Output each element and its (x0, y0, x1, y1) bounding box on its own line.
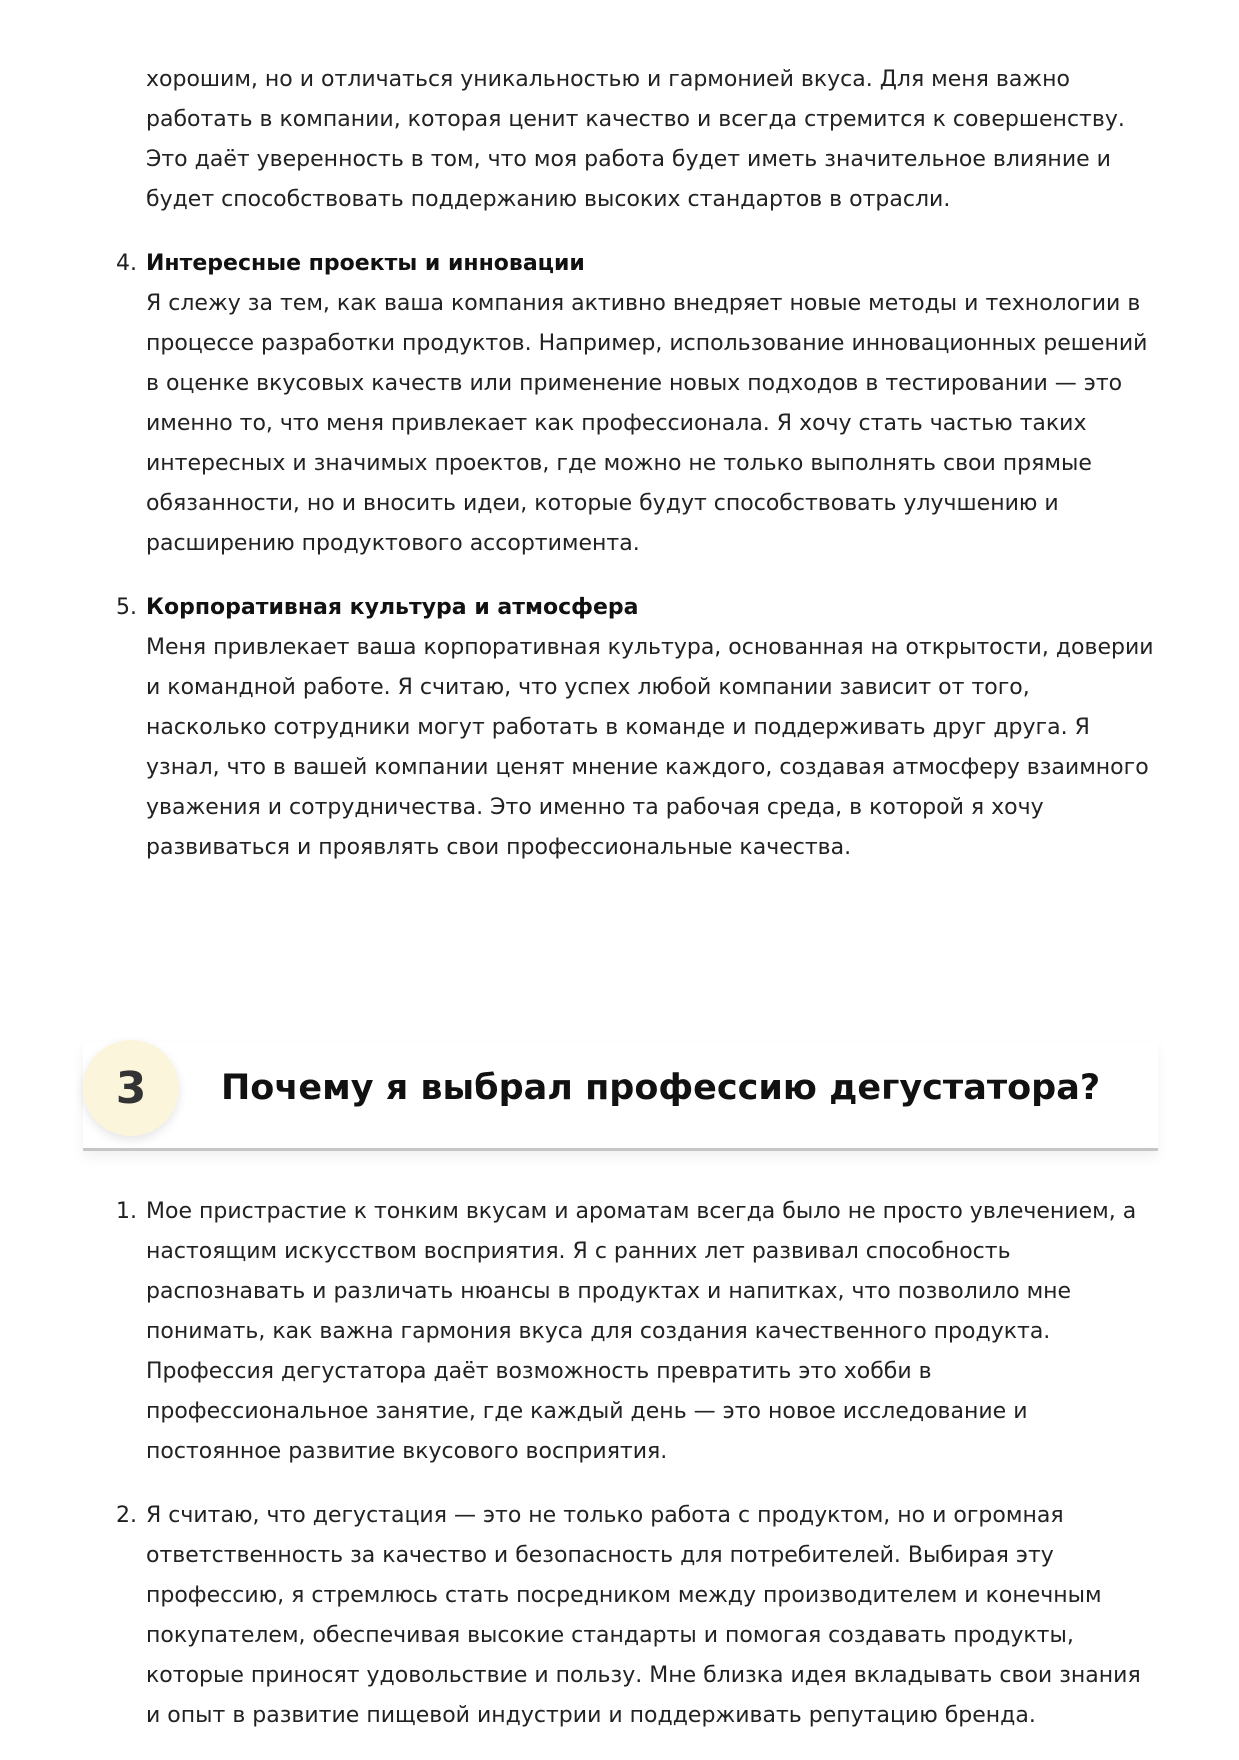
list-item-text: Я считаю, что дегустация — это не только работа с продуктом, но и огромная ответственность за качество и безопасность для потребителей. Выбирая эту профессию, я стремлюсь стать посредником между производителем и конечным покупателем, обеспечивая высокие стандарты и помогая создавать продукты, которые приносят удовольствие и пользу. Мне близка идея вкладывать свои знания и опыт в развитие пищевой индустрии и поддерживать репутацию бренда. (146, 1503, 1141, 1728)
list-item-number: 1. (116, 1199, 137, 1224)
reasons-list (0, 60, 1239, 892)
section-number-badge: 3 (83, 1040, 179, 1136)
list-item-responsibility (0, 1496, 1239, 1736)
list-item-projects (0, 244, 1239, 564)
list-item-number: 5. (116, 595, 137, 620)
list-item-title: Интересные проекты и инновации (146, 251, 585, 276)
continuation-text: хорошим, но и отличаться уникальностью и гармонией вкуса. Для меня важно работать в компании, которая ценит качество и всегда стремится к совершенству. Это даёт уверенность в том, что моя работа будет иметь значительное влияние и будет способствовать поддержанию высоких стандартов в отрасли. (146, 67, 1125, 212)
section-header (83, 1040, 1158, 1148)
profession-reasons-list (0, 1192, 1239, 1760)
list-item-text: Я слежу за тем, как ваша компания активно внедряет новые методы и технологии в процессе разработки продуктов. Например, использование инновационных решений в оценке вкусовых качеств или применение новых подходов в тестировании — это именно то, что меня привлекает как профессионала. Я хочу стать частью таких интересных и значимых проектов, где можно не только выполнять свои прямые обязанности, но и вносить идеи, которые будут способствовать улучшению и расширению продуктового ассортимента. (146, 291, 1148, 556)
list-item-number: 4. (116, 251, 137, 276)
list-item-culture (0, 588, 1239, 868)
list-item-number: 2. (116, 1503, 137, 1528)
list-item-title: Корпоративная культура и атмосфера (146, 595, 639, 620)
list-item-text: Мое пристрастие к тонким вкусам и ароматам всегда было не просто увлечением, а настоящим искусством восприятия. Я с ранних лет развивал способность распознавать и различать нюансы в продуктах и напитках, что позволило мне понимать, как важна гармония вкуса для создания качественного продукта. Профессия дегустатора даёт возможность превратить это хобби в профессиональное занятие, где каждый день — это новое исследование и постоянное развитие вкусового восприятия. (146, 1199, 1137, 1464)
list-item-text: Меня привлекает ваша корпоративная культура, основанная на открытости, доверии и командной работе. Я считаю, что успех любой компании зависит от того, насколько сотрудники могут работать в команде и поддерживать друг друга. Я узнал, что в вашей компании ценят мнение каждого, создавая атмосферу взаимного уважения и сотрудничества. Это именно та рабочая среда, в которой я хочу развиваться и проявлять свои профессиональные качества. (146, 635, 1154, 860)
list-item-continuation (0, 60, 1239, 220)
section-title: Почему я выбрал профессию дегустатора? (221, 1068, 1101, 1108)
list-item-passion (0, 1192, 1239, 1472)
